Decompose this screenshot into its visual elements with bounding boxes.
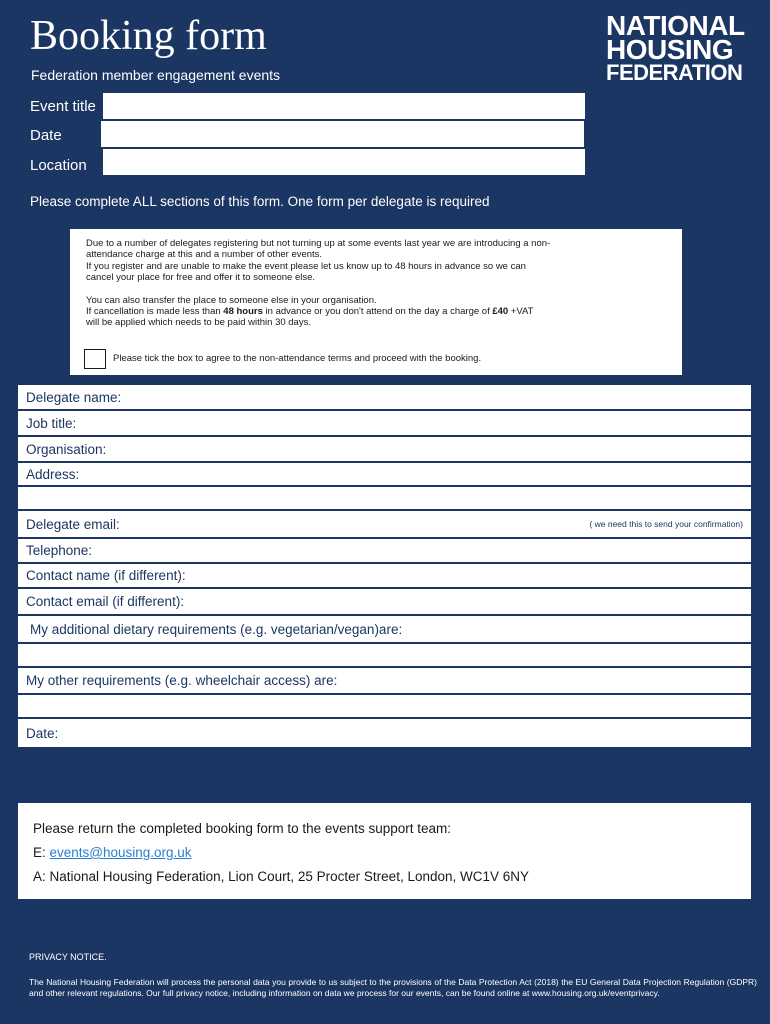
delegate-email-field[interactable] xyxy=(18,511,751,539)
page-subtitle: Federation member engagement events xyxy=(31,67,281,83)
organisation-field[interactable] xyxy=(18,437,751,463)
other-requirements-field-line2[interactable] xyxy=(18,695,751,719)
other-requirements-field[interactable] xyxy=(18,668,751,695)
logo-line-housing: HOUSING xyxy=(606,34,734,65)
email-note: ( we need this to send your confirmation) xyxy=(589,519,743,529)
delegate-email-label: Delegate email: xyxy=(26,516,120,532)
job-title-label: Job title: xyxy=(26,415,77,431)
return-address: A: National Housing Federation, Lion Court, 25 Procter Street, London, WC1V 6NY xyxy=(33,869,530,884)
return-email-line: E: events@housing.org.uk xyxy=(33,845,192,860)
agree-checkbox[interactable] xyxy=(84,349,106,369)
dietary-field[interactable] xyxy=(18,616,751,644)
job-title-field[interactable] xyxy=(18,411,751,437)
dietary-label: My additional dietary requirements (e.g. vegetarian/vegan)are: xyxy=(30,621,403,637)
nhf-logo xyxy=(606,10,756,85)
date-input[interactable] xyxy=(101,121,584,147)
terms-line: cancel your place for free and offer it to someone else. xyxy=(86,272,316,284)
return-heading: Please return the completed booking form to the events support team: xyxy=(33,821,451,836)
address-label: Address: xyxy=(26,466,80,482)
terms-line: attendance charge at this and a number of other events. xyxy=(86,249,323,261)
terms-box xyxy=(70,229,682,375)
agree-label: Please tick the box to agree to the non-attendance terms and proceed with the booking. xyxy=(113,353,482,365)
location-label: Location xyxy=(30,157,87,174)
location-input[interactable] xyxy=(103,149,585,175)
other-requirements-label: My other requirements (e.g. wheelchair access) are: xyxy=(26,673,338,688)
dietary-field-line2[interactable] xyxy=(18,644,751,668)
privacy-text: The National Housing Federation will process the personal data you provide to us subject to the provisions of the Data Protection Act (2018) the EU General Data Projection Regulation (GDPR) and other relevant regulations. Our full privacy notice, including information on data we process for our events, can be found online at www.housing.org.uk/eventprivacy. xyxy=(29,977,757,998)
terms-line: Due to a number of delegates registering but not turning up at some events last year we are introducing a non- xyxy=(86,238,551,249)
instruction-text: Please complete ALL sections of this form. One form per delegate is required xyxy=(30,194,490,209)
contact-name-label: Contact name (if different): xyxy=(26,568,186,583)
contact-email-label: Contact email (if different): xyxy=(26,594,185,609)
telephone-field[interactable] xyxy=(18,539,751,564)
date-label: Date xyxy=(30,127,62,144)
delegate-name-label: Delegate name: xyxy=(26,389,122,405)
event-title-input[interactable] xyxy=(103,93,585,119)
terms-line: If you register and are unable to make the event please let us know up to 48 hours in advance so we can xyxy=(86,260,526,272)
organisation-label: Organisation: xyxy=(26,441,107,457)
contact-name-field[interactable] xyxy=(18,564,751,589)
terms-line: You can also transfer the place to someone else in your organisation. xyxy=(86,294,377,306)
terms-line: will be applied which needs to be paid within 30 days. xyxy=(86,317,311,329)
page-title: Booking form xyxy=(30,13,267,59)
address-field-line2[interactable] xyxy=(18,487,751,511)
date-signed-label: Date: xyxy=(26,725,59,741)
return-info-box xyxy=(18,803,751,899)
event-title-label: Event title xyxy=(30,98,96,115)
logo-line-national: NATIONAL xyxy=(606,10,745,41)
contact-email-field[interactable] xyxy=(18,589,751,616)
agree-row xyxy=(84,349,481,369)
address-field[interactable] xyxy=(18,463,751,487)
logo-line-federation: FEDERATION xyxy=(606,60,743,85)
delegate-form xyxy=(18,385,751,747)
delegate-name-field[interactable] xyxy=(18,385,751,411)
privacy-title: PRIVACY NOTICE. xyxy=(29,952,107,962)
date-signed-field[interactable] xyxy=(18,719,751,747)
terms-line: If cancellation is made less than 48 hours in advance or you don't attend on the day a charge of £40 +VAT xyxy=(86,306,534,318)
events-email-link[interactable]: events@housing.org.uk xyxy=(49,845,192,860)
telephone-label: Telephone: xyxy=(26,543,93,558)
